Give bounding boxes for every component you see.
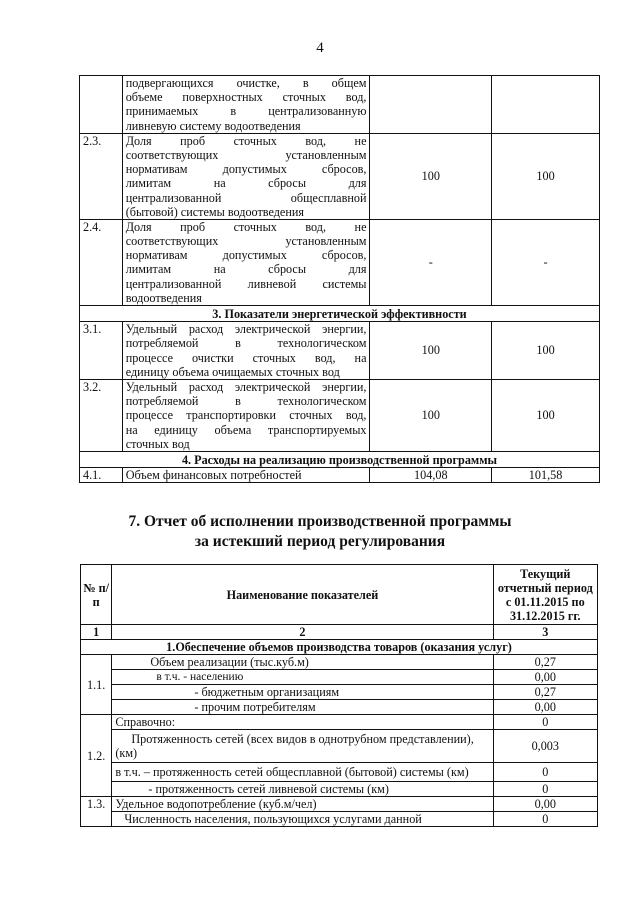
description-line: процессе транспортировки сточных вод, [125,408,367,423]
row-value: 0,00 [493,700,597,715]
section-3-title: 3. Показатели энергетической эффективности [80,306,600,322]
indicator-description [122,133,370,219]
indicator-value-1: 100 [370,133,492,219]
description-line: на единицу объема транспортируемых [125,422,367,437]
row-num-1-2: 1.2. [81,715,112,797]
row-value: 0,003 [493,730,597,763]
indicator-description [122,322,370,380]
indicator-value-2: - [492,219,600,305]
description-line: сточных вод [125,436,190,451]
header-name: Наименование показателей [112,565,493,625]
row-name: Численность населения, пользующихся услугами данной [112,812,493,827]
indicator-value-1 [370,76,492,134]
indicator-value-2 [492,76,600,134]
description-line: нормативам допустимых сбросов, [125,162,367,177]
indicator-number: 2.4. [80,219,123,305]
description-line: лимитам на сбросы для [125,176,367,191]
section-7-heading-line1: 7. Отчет об исполнении производственной программы [128,513,512,530]
section-4-title: 4. Расходы на реализацию производственной программы [80,451,600,467]
indicator-description: Объем финансовых потребностей [122,468,370,483]
row-name: Протяженность сетей (всех видов в однотрубном представлении), (км) [112,730,493,763]
indicator-value-2: 100 [492,322,600,380]
description-line: единицу объема очищаемых сточных вод [125,364,340,379]
row-num-1-3: 1.3. [81,797,112,827]
description-line: централизованной ливневой системы [125,276,367,291]
header-period-line: 31.12.2015 гг. [509,608,581,623]
header-period-line: с 01.11.2015 по [505,594,585,609]
description-line: Удельный расход электрической энергии, [125,322,367,337]
header-period-line: Текущий [520,566,571,581]
description-line: Удельный расход электрической энергии, [125,379,367,394]
group-1-title: 1.Обеспечение объемов производства товаров (оказания услуг) [81,640,598,655]
col-index-2: 2 [112,625,493,640]
indicator-description [122,219,370,305]
row-value: 0,00 [493,797,597,812]
description-line: Доля проб сточных вод, не [125,219,367,234]
indicator-value-1: 100 [370,379,492,451]
indicator-description [122,379,370,451]
description-line: потребляемой в технологическом [125,336,367,351]
indicator-value-2: 100 [492,133,600,219]
description-line: (бытовой) системы водоотведения [125,204,304,219]
row-name: - бюджетным организациям [112,685,493,700]
row-name: в т.ч. – протяженность сетей общесплавной (бытовой) системы (км) [112,763,493,782]
description-line: нормативам допустимых сбросов, [125,248,367,263]
indicator-number [80,76,123,134]
program-execution-report-table [80,564,598,827]
description-line: водоотведения [125,290,202,305]
indicator-number: 3.2. [80,379,123,451]
indicator-number: 3.1. [80,322,123,380]
row-value: 0 [493,715,597,730]
row-num-1-1: 1.1. [81,655,112,715]
row-value: 0,27 [493,655,597,670]
indicator-description [122,76,370,134]
indicator-number: 2.3. [80,133,123,219]
row-name: Справочно: [112,715,493,730]
row-value: 0 [493,763,597,782]
description-line: соответствующих установленным [125,147,367,162]
col-index-1: 1 [81,625,112,640]
description-line: подвергающихся очистке, в общем [125,76,367,90]
col-index-3: 3 [493,625,597,640]
header-period [493,565,597,625]
description-line: ливневую систему водоотведения [125,118,301,133]
indicator-value-1: - [370,219,492,305]
row-name: в т.ч. - населению [112,670,493,685]
indicator-number: 4.1. [80,468,123,483]
header-period-line: отчетный период [497,580,593,595]
indicator-value-2: 101,58 [492,468,600,483]
row-value: 0 [493,812,597,827]
description-line: централизованной общесплавной [125,190,367,205]
description-line: Доля проб сточных вод, не [125,133,367,148]
page-number: 4 [316,40,324,56]
row-value: 0,27 [493,685,597,700]
row-name: - протяженность сетей ливневой системы (км) [112,782,493,797]
row-name: - прочим потребителям [112,700,493,715]
indicator-value-1: 104,08 [370,468,492,483]
indicator-value-1: 100 [370,322,492,380]
description-line: потребляемой в технологическом [125,394,367,409]
indicator-value-2: 100 [492,379,600,451]
row-value: 0,00 [493,670,597,685]
indicators-table-continued [79,75,600,483]
description-line: процессе очистки сточных вод, на [125,350,367,365]
description-line: лимитам на сбросы для [125,262,367,277]
description-line: принимаемых в централизованную [125,104,367,119]
row-name: Удельное водопотребление (куб.м/чел) [112,797,493,812]
description-line: соответствующих установленным [125,234,367,249]
row-name: Объем реализации (тыс.куб.м) [112,655,493,670]
description-line: объеме поверхностных сточных вод, [125,90,367,105]
row-value: 0 [493,782,597,797]
section-7-heading-line2: за истекший период регулирования [194,533,446,550]
header-num: № п/п [81,565,112,625]
